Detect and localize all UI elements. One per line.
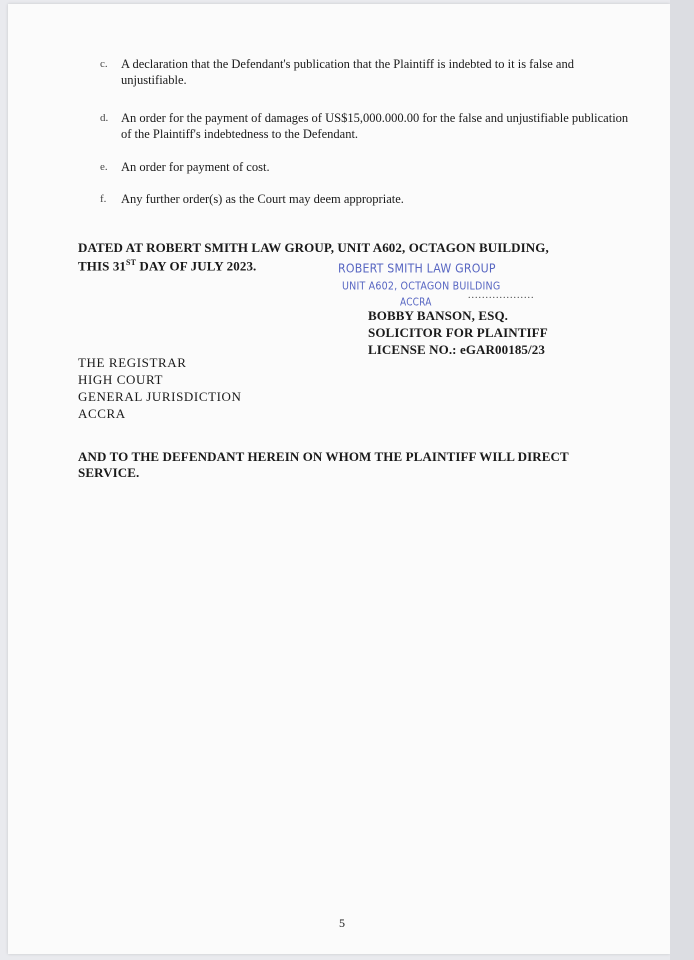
addressee-line: HIGH COURT — [78, 372, 164, 387]
defendant-note-line-2: SERVICE. — [78, 465, 140, 480]
addressee-line: GENERAL JURISDICTION — [78, 389, 242, 404]
defendant-note-line-1: AND TO THE DEFENDANT HEREIN ON WHOM THE PLAINTIFF WILL DIRECT — [78, 449, 569, 464]
signatory-license: LICENSE NO.: eGAR00185/23 — [368, 342, 545, 357]
dated-line-1: DATED AT ROBERT SMITH LAW GROUP, UNIT A602, OCTAGON BUILDING, — [78, 240, 549, 255]
stamp-line-1: ROBERT SMITH LAW GROUP — [338, 261, 496, 276]
list-letter: c. — [100, 58, 108, 70]
list-letter: d. — [100, 112, 109, 124]
stamp-line-3: ACCRA — [400, 297, 432, 309]
list-item — [100, 191, 640, 207]
page-number: 5 — [339, 916, 345, 930]
signature-line: ................... — [468, 290, 535, 301]
list-letter: e. — [100, 161, 108, 173]
list-item — [100, 159, 640, 175]
list-text: A declaration that the Defendant's publication that the Plaintiff is indebted to it is false and unjustifiable. — [121, 57, 574, 87]
list-text: An order for payment of cost. — [121, 160, 270, 174]
list-letter: f. — [100, 193, 107, 205]
dated-line-2: THIS 31ST DAY OF JULY 2023. — [78, 258, 257, 274]
list-item — [100, 56, 640, 88]
stamp-line-2: UNIT A602, OCTAGON BUILDING — [342, 280, 501, 293]
addressee-line: THE REGISTRAR — [78, 355, 187, 370]
list-text: An order for the payment of damages of US$15,000.000.00 for the false and unjustifiable publication of the Plaintiff's indebtedness to the Defendant. — [121, 111, 629, 141]
signatory-name: BOBBY BANSON, ESQ. — [368, 308, 509, 323]
list-text: Any further order(s) as the Court may deem appropriate. — [121, 192, 404, 206]
signatory-role: SOLICITOR FOR PLAINTIFF — [368, 325, 548, 340]
addressee-line: ACCRA — [78, 406, 126, 421]
addressee-block — [78, 354, 242, 422]
page-edge — [670, 0, 694, 960]
list-item — [100, 110, 640, 142]
